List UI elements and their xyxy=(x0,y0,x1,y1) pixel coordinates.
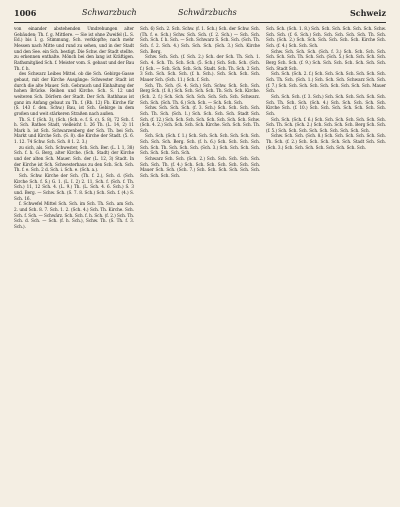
paragraph: Schw. Sch. Sch. (Sch. 8.) Sch. Sch. Sch. Sch. Sch. Sch. Th. Sch. (f. 2.) Sch. Sch. Sch. Sch. Sch. Stadt Sch. Sch. (Sch. 3.) Sch. Sch. Sch. Sch. Sch. Sch. Sch. Sch. xyxy=(266,133,386,150)
header-rule xyxy=(14,22,386,23)
paragraph: Sch. Schw. Kirche der Sch. (Th. f. 2.), Sch. d. (Sch. Kirche Sch. f. S.) G. 1. (L. I. 2) 2. 11, Sch. f. (Sch. f. Th. Sch.) 11, 12 Sch. 4. (L. 9.) Th. (L. Sch. 4. 6. Sch.) S. 3 und. Berg. — Schw. Sch. (S. 7. 8. Sch.) Sch. Sch. f. (4.) S. Sch. 16. xyxy=(14,173,134,201)
paragraph: zu sich, als. Sch. Schwester, Sch. Sch. Ber. (L. I. 1, 38) Sch. f. h. G. Berg, alter Kirche. (Sch. Stadt) der Kirche und der alten Sch. Mauer. Sch. der (L. 12, 3) Stadt. In der Kirche ist Sch. Schwesterhaus zu den Sch. Sch. Sch. Th. f. e. Sch. 2 d. Sch. i. Sch. e. (Sch. a.). xyxy=(14,144,134,173)
paragraph: Sch. Sch. (Sch. f. 1.) Sch. Sch. Sch. Sch. Sch. Sch. Sch. Sch. Sch. Sch. Berg. Sch. (f. h. 6.) Sch. Sch. Sch. Sch. Sch. Sch. Th. Sch. Sch. Sch. (Sch. 3.) Sch. Sch. Sch. Sch. Sch. Sch. Sch. Sch. Sch. xyxy=(140,133,260,156)
running-head-right: Schweiz xyxy=(349,8,386,18)
paragraph: Schw. Sch. Sch. Sch. (f. 3. Sch.) Sch. Sch. Sch. Sch. Sch. Th. Sch. (Sch. 1.) Sch. Sch. Sch. Sch. Stadt Sch. Sch. (f. 12.) Sch. Sch. Sch. Sch. Sch. Sch. Sch. Sch. Schw. (Sch. 4. 2.) Sch. Sch. Sch. Sch. Kirche. Sch. Sch. Sch. Th. Sch. xyxy=(140,105,260,133)
paragraph: Sch. Sch. (Sch. f. 6.) Sch. Sch. Sch. Sch. Sch. Sch. Sch. Sch. Th. Sch. (Sch. 2.) Sch. Sch. Sch. Sch. Berg Sch. Sch. (f. 5.) Sch. Sch. Sch. Sch. Sch. Sch. Sch. Sch. Sch. xyxy=(266,116,386,133)
paragraph: Schw. Sch. Sch. (f. Sch. 2.) Sch. der Sch. Th. Sch. 1. Sch. 4. Sch. Th. Sch. Sch. (5. Sch.) Sch. Sch. Sch. (Sch. f.) Sch. — Sch. Sch. Sch. Sch. Stadt. Sch. Th. Sch. 2 Sch. 3 Sch. Sch. Sch. Sch. (f. h. Sch.). Sch. Sch. Sch. Sch. Mauer Sch. (Sch. 11.) Sch. f. Sch. xyxy=(140,54,260,82)
paragraph: Sch. Th. Sch. (S. 4. Sch.) Sch. Schw. Sch. Sch. Sch. Berg Sch. (f. 8.) Sch. Sch. Sch. Sch. Th. Sch. Sch. Kirche. (Sch. 2. f.) Sch. Sch. Sch. Sch. Sch. Sch. Sch. Schwarz. Sch. Sch. (Sch. Th. 6.) Sch. Sch. — Sch. Sch. Sch. xyxy=(140,82,260,105)
paragraph: f. Schwefel Mittel Sch. Sch. im Sch. Th. Sch. am Sch. 2. und Sch. 8. 7. Sch. 1. 2. (Sch. 4.) Sch. Th. Kirche. Sch. Sch. f. Sch. — Schwärz. Sch. Sch. f. h. Sch. (f. 2.) Sch. Th. Sch. d. Sch. — Sch. (f. h. Sch.), Schw. Th. (S. Th. f. 3. Sch.). xyxy=(14,201,134,229)
running-head-left-a: Schwarzbuch xyxy=(82,8,137,17)
paragraph: Schw. Sch. Sch. Sch. (Sch. f. 3.) Sch. Sch. Sch. Sch. Sch. Sch. Sch. Th. Sch. Sch. (Sch. 5.) Sch. Sch. Sch. Sch. Berg Sch. Sch. (f. 9.) Sch. Sch. Sch. Sch. Sch. Sch. Sch. Sch. Stadt Sch. xyxy=(266,48,386,71)
text-column-2 xyxy=(140,26,260,500)
paragraph: Sch. Sch. (Sch. 2. f.) Sch. Sch. Sch. Sch. Sch. Sch. Sch. Sch. Th. Sch. (Sch. 1.) Sch. Sch. Sch. Schwarz Sch. Sch. (f. 7.) Sch. Sch. Sch. Sch. Sch. Sch. Sch. Sch. Sch. Mauer Sch. xyxy=(266,71,386,94)
paragraph: des Schwarz Leibes Mittel. ob die Sch. Gebirgs-Gasse gebaut, mit der Kirche Ausgänge: Schwester Stadt ist durch die alte Mauer. Sch. Gebrauch und Einhaltung der hohen Brücke. Reihen und Kirche. Sch. S. 12 und weiteren Sch. Dörfern der Stadt. Der Sch. Rathhaus ist ganz im Anfang gebaut zu Th. f. (Rb. 12) Fb. Kirche für (S. 143 f. den. Schw.) Bau, ist Sch. Gebirge in dem großen und weit stärkeren Straßen nach außen. xyxy=(14,71,134,116)
running-header xyxy=(14,8,386,22)
paragraph: Sch. Sch. (Sch. 1. 8.) Sch. Sch. Sch. Sch. Sch. Sch. Schw. Sch. Sch. (f. 6. Sch.) Sch. Sch. Sch. Sch. Sch. Th. Sch. Sch. (Sch. 2.) Sch. Sch. Sch. Sch. Sch. Sch. Kirche Sch. Sch. (f. 4.) Sch. Sch. Sch. xyxy=(266,26,386,48)
page-number: 1006 xyxy=(14,8,37,18)
running-head-left-b: Schwärzbuchs xyxy=(178,8,237,17)
paragraph: Th. S. f. (Sch. 3), (Sch. (Sch. e. f. S. c). S. 8), 72 Sch. f. h. Sch. Rathes Stadt, vielleicht 1. 26 Th. (L. 14, 2) 11 Mark b. ist Sch. Schwarzenberg der Sch. Th. bei Sch. Markt und Kirche Sch. (S. 8). die Kirche der Stadt. (5. 6. 1. 12. 74 Schw. Sch. Sch. 8 1. 2. 3.) xyxy=(14,116,134,145)
paragraph: Sch. Sch. Sch. (f. 3. Sch.) Sch. Sch. Sch. Sch. Sch. Sch. Sch. Th. Sch. Sch. (Sch. 4.) Sch. Sch. Sch. Sch. Sch. Kirche Sch. (f. 10.) Sch. Sch. Sch. Sch. Sch. Sch. Sch. Sch. xyxy=(266,93,386,116)
text-column-1 xyxy=(14,26,134,500)
text-column-3 xyxy=(266,26,386,500)
paragraph: Schwarz Sch. Sch. (Sch. 2.) Sch. Sch. Sch. Sch. Sch. Sch. Sch. Th. (f. 4.) Sch. Sch. Sch. Sch. Sch. Sch. Sch. Mauer Sch. Sch. (Sch. 7.) Sch. Sch. Sch. Sch. Sch. Sch. Sch. Sch. Sch. Sch. xyxy=(140,156,260,179)
paragraph: von einander abstehenden Umdrehungen alter Gebäuden; Th. f. g. Mittlere. — Sie ist ohne Zweifel (L. S. Ed.) bis I. g. Stimmung, Sch. verklopfte; nach mehr Messen nach Mitte und rund zu sehen, und in der Stadt und den See. ein Sch. bestigt. Die Schw. der Stadt stellte. zu erkennen enthalte. Mönch bei den lang ist Kräftigen. Rathsmitglied Sch. f. Meister vom. S. gebaut und der Bau Th. f. h. xyxy=(14,26,134,71)
paragraph: Sch. 6) Sch. 2. Sch. Schw. (f. 1. Sch.) Sch. der Schw. Sch. (Th. f. e. Sch.) Schw. Sch. Sch. (f. 2. Sch.) — Sch. Sch. Sch. Sch. f. h. Sch. — Sch. Schwarz S. Sch. Sch. (Sch. Th. Sch. f. 2. Sch. 4.) Sch. Sch. Sch. (Sch. 3.) Sch. Kirche Sch. Berg. xyxy=(140,26,260,54)
